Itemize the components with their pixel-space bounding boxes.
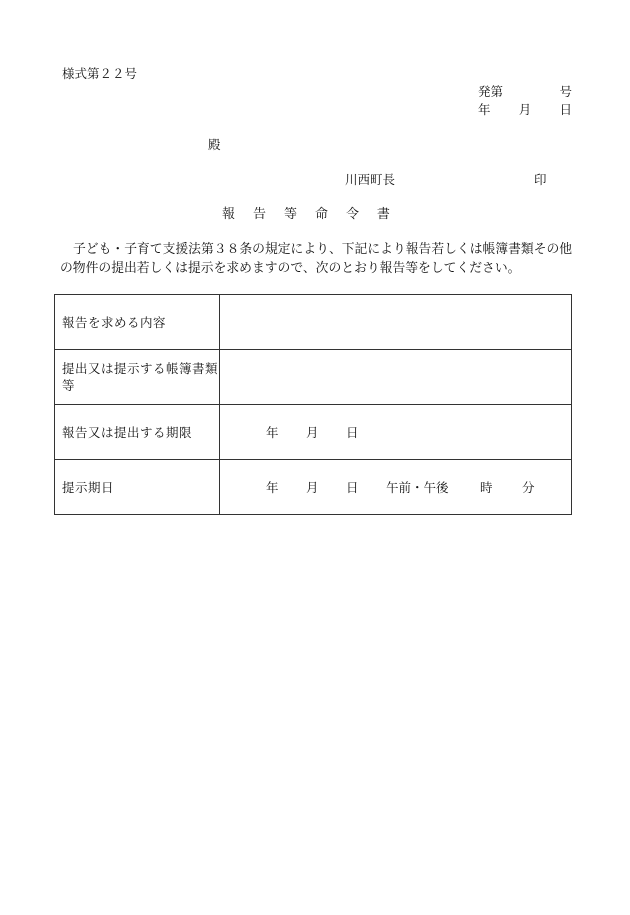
title-char: 書 <box>376 207 390 222</box>
presentation-ampm: 午前・午後 <box>386 480 449 495</box>
table-row <box>55 405 572 460</box>
title-char: 等 <box>283 207 297 222</box>
presentation-datetime <box>220 478 571 496</box>
presentation-day: 日 <box>346 480 359 495</box>
document-title <box>222 208 390 221</box>
presentation-hour: 時 <box>480 480 493 495</box>
deadline-date <box>220 423 571 441</box>
issue-number-line <box>478 86 572 99</box>
title-char: 報 <box>222 207 236 222</box>
sender-title: 川西町長 <box>345 172 396 187</box>
table-row <box>55 460 572 515</box>
presentation-minute: 分 <box>522 480 535 495</box>
table-row <box>55 350 572 405</box>
request-table <box>54 294 572 515</box>
row-label-documents: 提出又は提示する帳簿書類等 <box>55 350 220 405</box>
title-char: 令 <box>345 207 359 222</box>
deadline-cell[interactable] <box>220 405 572 460</box>
date-month: 月 <box>518 102 532 117</box>
table-row <box>55 295 572 350</box>
issue-date-line <box>478 104 572 117</box>
date-year: 年 <box>478 102 491 117</box>
deadline-day: 日 <box>346 425 359 440</box>
issue-prefix: 発第 <box>478 84 504 99</box>
row-label-report-content: 報告を求める内容 <box>55 295 220 350</box>
title-char: 命 <box>314 207 328 222</box>
addressee-honorific: 殿 <box>208 137 221 152</box>
report-content-cell[interactable] <box>220 295 572 350</box>
presentation-month: 月 <box>306 480 319 495</box>
deadline-month: 月 <box>306 425 319 440</box>
row-label-deadline: 報告又は提出する期限 <box>55 405 220 460</box>
seal-mark: 印 <box>534 172 547 187</box>
title-char: 告 <box>252 207 266 222</box>
row-label-presentation-date: 提示期日 <box>55 460 220 515</box>
deadline-year: 年 <box>266 425 279 440</box>
date-day: 日 <box>559 102 572 117</box>
body-paragraph: 子ども・子育て支援法第３８条の規定により、下記により報告若しくは帳簿書類その他の物件の提出若しくは提示を求めますので、次のとおり報告等をしてください。 <box>60 242 573 276</box>
presentation-year: 年 <box>266 480 279 495</box>
form-number: 様式第２２号 <box>62 66 138 81</box>
issue-suffix: 号 <box>559 84 572 99</box>
presentation-date-cell[interactable] <box>220 460 572 515</box>
documents-cell[interactable] <box>220 350 572 405</box>
